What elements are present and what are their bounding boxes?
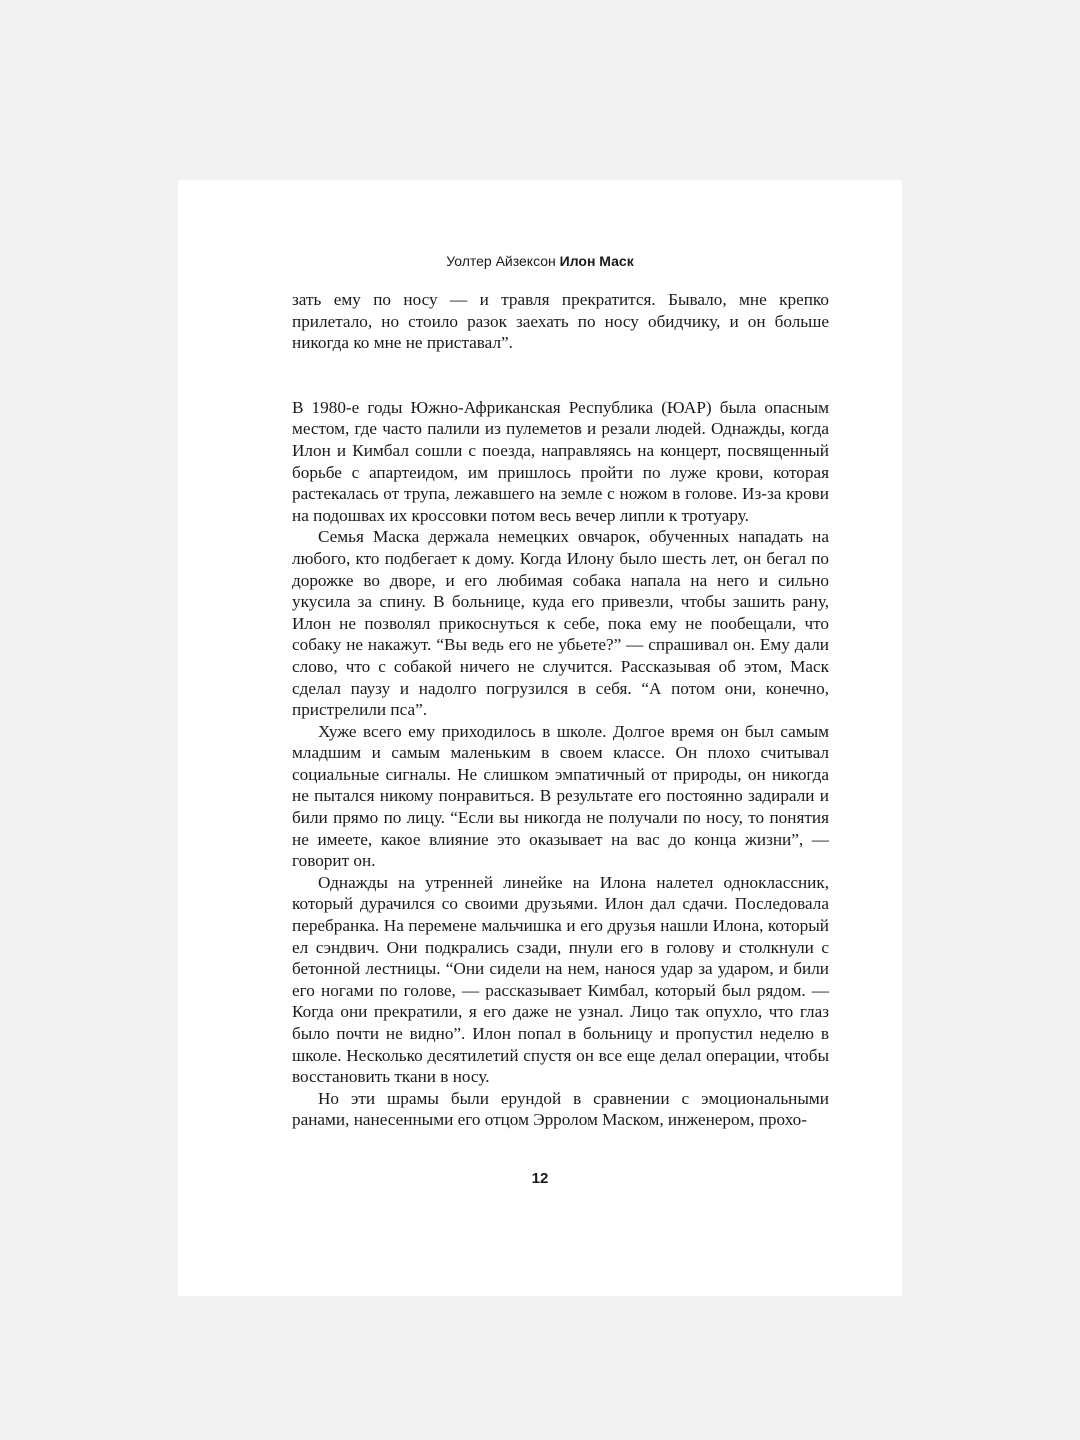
header-title: Илон Маск	[559, 253, 634, 269]
paragraph: Однажды на утренней линейке на Илона налетел одноклассник, который дурачился со своими друзьями. Илон дал сдачи. Последовала перебранка. На перемене мальчишка и его друзья нашли Илона, который ел сэндвич. Они подкрались сзади, пнули его в голову и столкнули с бетонной лестницы. “Они сидели на нем, нанося удар за ударом, и били его ногами по голове, — рассказывает Кимбал, который был рядом. — Когда они прекратили, я его даже не узнал. Лицо так опухло, что глаз было почти не видно”. Илон попал в больницу и пропустил неделю в школе. Несколько десятилетий спустя он все еще делал операции, чтобы восстановить ткани в носу.	[292, 872, 829, 1087]
running-header	[178, 252, 902, 270]
paragraph: Хуже всего ему приходилось в школе. Долгое время он был самым младшим и самым маленьким в своем классе. Он плохо считывал социальные сигналы. Не слишком эмпатичный от природы, он никогда не пытался никому понравиться. В результате его постоянно задирали и били прямо по лицу. “Если вы никогда не получали по носу, то понятия не имеете, какое влияние это оказывает на вас до конца жизни”, — говорит он.	[292, 721, 829, 871]
paragraph: зать ему по носу — и травля прекратится. Бывало, мне крепко прилетало, но стоило разок заехать по носу обидчику, и он больше никогда ко мне не приставал”.	[292, 290, 829, 353]
book-page	[178, 180, 902, 1296]
header-author: Уолтер Айзексон	[446, 253, 556, 269]
page-number: 12	[531, 1170, 549, 1187]
page-body	[292, 289, 829, 1131]
paragraph: Но эти шрамы были ерундой в сравнении с эмоциональными ранами, нанесенными его отцом Эрролом Маском, инженером, прохо-	[292, 1088, 829, 1130]
paragraph: Семья Маска держала немецких овчарок, обученных нападать на любого, кто подбегает к дому. Когда Илону было шесть лет, он бегал по дорожке во дворе, и его любимая собака напала на него и сильно укусила за спину. В больнице, куда его привезли, чтобы зашить рану, Илон не позволял прикоснуться к себе, пока ему не пообещали, что собаку не накажут. “Вы ведь его не убьете?” — спрашивал он. Ему дали слово, что с собакой ничего не случится. Рассказывая об этом, Маск сделал паузу и надолго погрузился в себя. “А потом они, конечно, пристрелили пса”.	[292, 527, 829, 720]
paragraph: В 1980-е годы Южно-Африканская Республика (ЮАР) была опасным местом, где часто палили из пулеметов и резали людей. Однажды, когда Илон и Кимбал сошли с поезда, направляясь на концерт, посвященный борьбе с апартеидом, им пришлось пройти по луже крови, которая растекалась от трупа, лежавшего на земле с ножом в голове. Из-за крови на подошвах их кроссовки потом весь вечер липли к тротуару.	[292, 397, 829, 525]
